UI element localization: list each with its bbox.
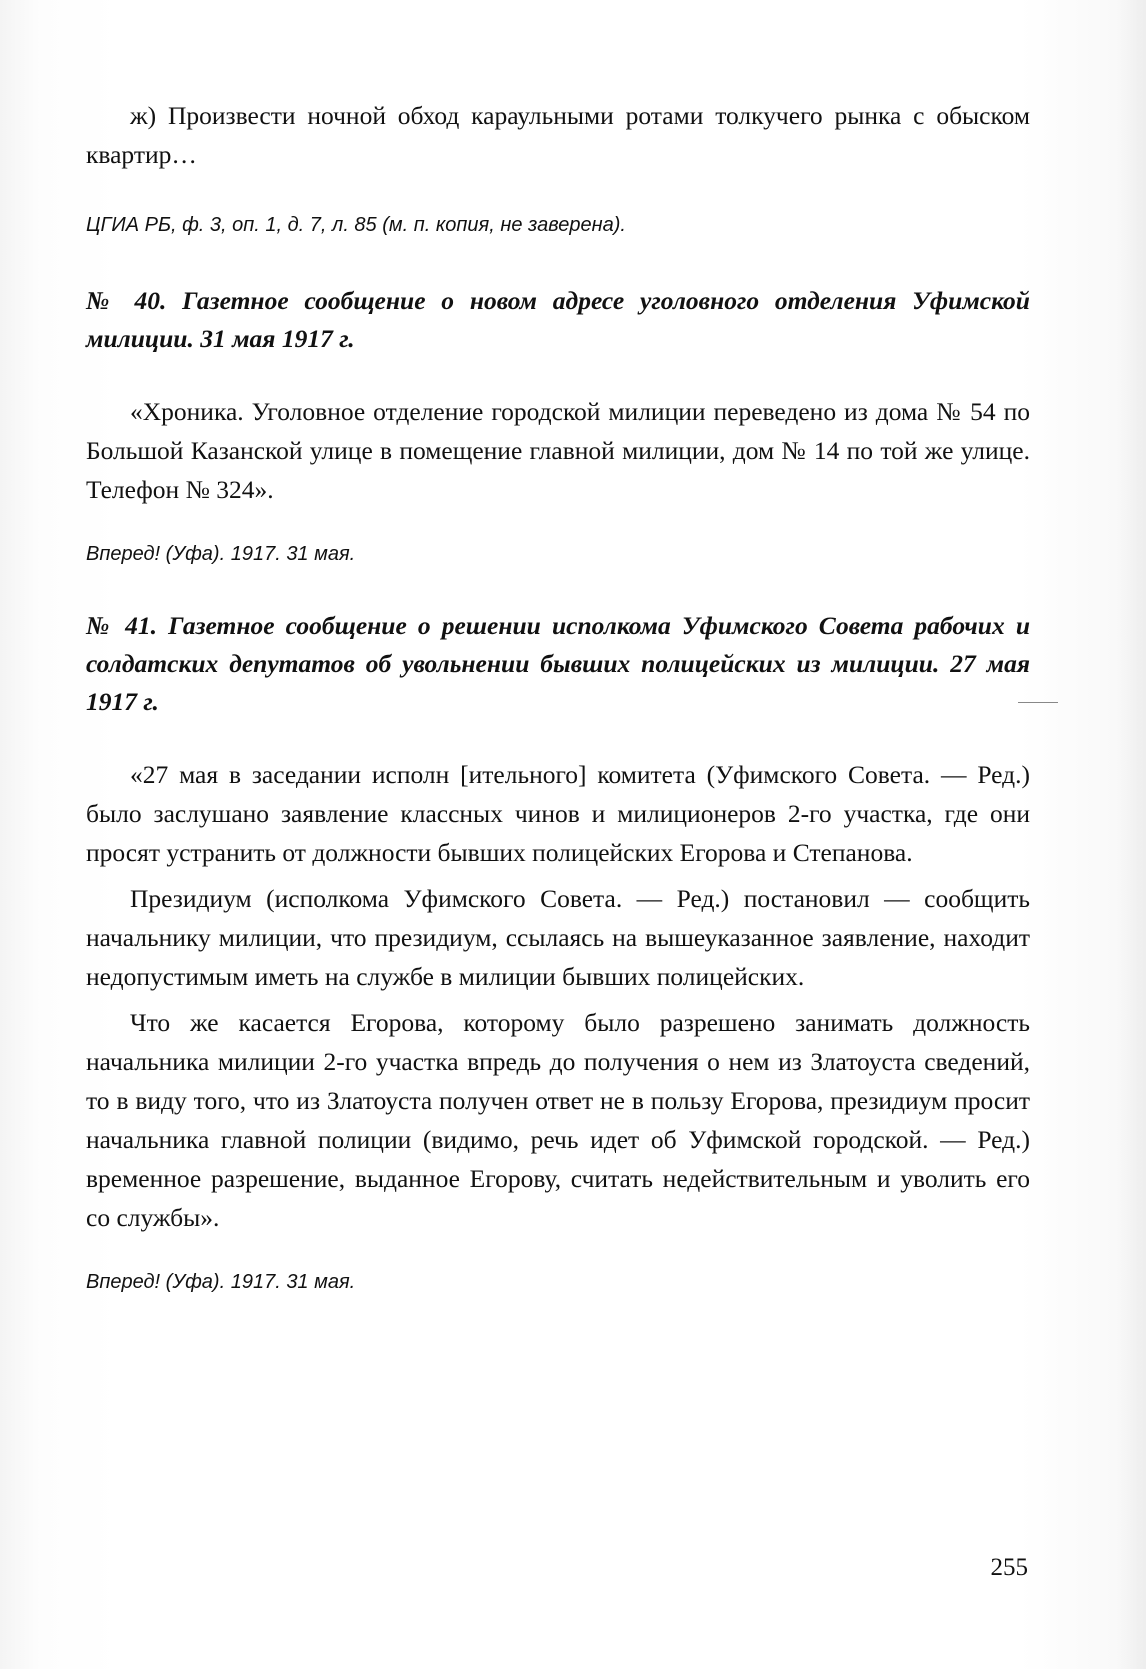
page-number: 255 [990,1554,1028,1581]
document-40-source-citation: Вперед! (Уфа). 1917. 31 мая. [86,543,356,565]
document-41-paragraph: Что же касается Егорова, которому было разрешено занимать должность начальника милиции 2-го участка впредь до получения о нем из Златоуста сведений, то в виду того, что из Златоуста получен ответ не в пользу Егорова, президиум просит начальника главной полиции (видимо, речь идет об Уфимской городской. — Ред.) временное разрешение, выданное Егорову, считать недействительным и уволить его со службы». [86,1008,1030,1232]
page-edge-shadow [1116,0,1146,1669]
document-41 [86,607,1030,1297]
document-40-paragraph: «Хроника. Уголовное отделение городской милиции переведено из дома № 54 по Большой Казанской улице в помещение главной милиции, дом № 14 по той же улице. Телефон № 324». [86,397,1030,504]
document-40 [86,282,1030,569]
intro-source-citation: ЦГИА РБ, ф. 3, оп. 1, д. 7, л. 85 (м. п. копия, не заверена). [86,214,626,236]
intro-fragment: ж) Произвести ночной обход караульными ротами толкучего рынка с обыском квартир… [86,101,1030,169]
document-41-paragraph: «27 мая в заседании исполн [ительного] комитета (Уфимского Совета. — Ред.) было заслушано заявление классных чинов и милиционеров 2-го участка, где они просят устранить от должности бывших полицейских Егорова и Степанова. [86,760,1030,867]
page-content [86,96,1030,1297]
document-40-heading: № 40. Газетное сообщение о новом адресе уголовного отделения Уфимской милиции. 31 мая 1917 г. [86,286,1030,353]
margin-rule [1018,702,1058,703]
document-41-paragraph: Президиум (исполкома Уфимского Совета. — Ред.) постановил — сообщить начальнику милиции, что президиум, ссылаясь на вышеуказанное заявление, находит недопустимым иметь на службе в милиции бывших полицейских. [86,884,1030,991]
document-41-source-citation: Вперед! (Уфа). 1917. 31 мая. [86,1271,356,1293]
document-41-heading: № 41. Газетное сообщение о решении исполкома Уфимского Совета рабочих и солдатских депутатов об увольнении бывших полицейских из милиции. 27 мая 1917 г. [86,611,1030,716]
